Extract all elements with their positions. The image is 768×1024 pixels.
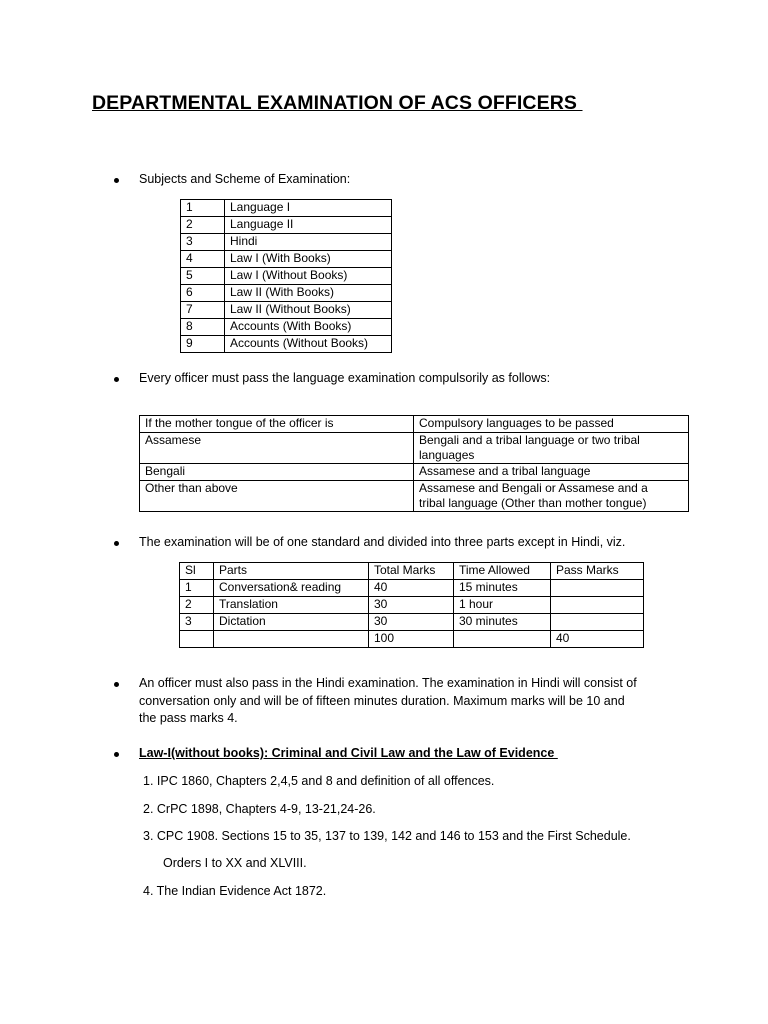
table-cell: 1 hour (454, 597, 551, 614)
subject-number: 5 (181, 268, 225, 285)
table-row (181, 285, 392, 302)
table-cell (551, 614, 644, 631)
languages-cell (414, 433, 689, 464)
subject-number: 9 (181, 336, 225, 353)
table-header-cell: Sl (180, 563, 214, 580)
table-cell: 40 (551, 631, 644, 648)
subject-name: Law I (Without Books) (225, 268, 392, 285)
subject-number: 3 (181, 234, 225, 251)
bullet-icon (114, 377, 119, 382)
table-header-cell: Time Allowed (454, 563, 551, 580)
subjects-table (180, 199, 392, 353)
subject-number: 1 (181, 200, 225, 217)
table-cell: 100 (369, 631, 454, 648)
law-item: 1. IPC 1860, Chapters 2,4,5 and 8 and definition of all offences. (143, 774, 495, 788)
language-intro: Every officer must pass the language examination compulsorily as follows: (139, 371, 551, 385)
subject-number: 2 (181, 217, 225, 234)
table-cell (551, 597, 644, 614)
table-row (181, 319, 392, 336)
subject-number: 4 (181, 251, 225, 268)
table-row (181, 234, 392, 251)
law-heading: Law-I(without books): Criminal and Civil Law and the Law of Evidence (139, 746, 558, 760)
table-row (181, 217, 392, 234)
languages-line: tribal language (Other than mother tongue) (419, 496, 647, 510)
table-header-cell: Pass Marks (551, 563, 644, 580)
law-item: 4. The Indian Evidence Act 1872. (143, 884, 327, 898)
subject-number: 7 (181, 302, 225, 319)
hindi-paragraph (139, 675, 637, 728)
table-header-cell: Total Marks (369, 563, 454, 580)
parts-table (179, 562, 644, 648)
table-header-cell: If the mother tongue of the officer is (140, 416, 414, 433)
mother-tongue-cell: Bengali (140, 464, 414, 481)
languages-line: Bengali and a tribal language or two tribal (419, 433, 640, 447)
mother-tongue-cell: Other than above (140, 481, 414, 512)
languages-line: languages (419, 448, 475, 462)
law-item: 3. CPC 1908. Sections 15 to 35, 137 to 139, 142 and 146 to 153 and the First Schedule. (143, 829, 631, 843)
table-row (180, 580, 644, 597)
table-cell: 30 minutes (454, 614, 551, 631)
subjects-intro: Subjects and Scheme of Examination: (139, 172, 351, 186)
table-row (180, 614, 644, 631)
subject-number: 6 (181, 285, 225, 302)
languages-line: Assamese and a tribal language (419, 464, 591, 478)
page-title: DEPARTMENTAL EXAMINATION OF ACS OFFICERS (92, 92, 583, 114)
subject-name: Language II (225, 217, 392, 234)
table-row (181, 251, 392, 268)
table-header-row (140, 416, 689, 433)
law-item: 2. CrPC 1898, Chapters 4-9, 13-21,24-26. (143, 802, 376, 816)
table-row (181, 302, 392, 319)
languages-line: Assamese and Bengali or Assamese and a (419, 481, 648, 495)
table-cell (180, 631, 214, 648)
table-cell: 15 minutes (454, 580, 551, 597)
subject-name: Law II (Without Books) (225, 302, 392, 319)
table-row (140, 464, 689, 481)
subject-number: 8 (181, 319, 225, 336)
table-row (180, 631, 644, 648)
table-header-cell: Compulsory languages to be passed (414, 416, 689, 433)
table-row (181, 336, 392, 353)
subject-name: Language I (225, 200, 392, 217)
law-item: Orders I to XX and XLVIII. (163, 856, 307, 870)
table-row (180, 597, 644, 614)
table-row (181, 200, 392, 217)
table-row (140, 481, 689, 512)
table-cell: 30 (369, 614, 454, 631)
subject-name: Law II (With Books) (225, 285, 392, 302)
mother-tongue-cell: Assamese (140, 433, 414, 464)
table-cell: Dictation (214, 614, 369, 631)
table-cell: 2 (180, 597, 214, 614)
table-header-row (180, 563, 644, 580)
bullet-icon (114, 178, 119, 183)
subject-name: Accounts (With Books) (225, 319, 392, 336)
table-cell (551, 580, 644, 597)
bullet-icon (114, 752, 119, 757)
table-cell: 40 (369, 580, 454, 597)
subject-name: Accounts (Without Books) (225, 336, 392, 353)
table-row (181, 268, 392, 285)
hindi-line: the pass marks 4. (139, 711, 238, 725)
table-row (140, 433, 689, 464)
languages-cell (414, 464, 689, 481)
table-header-cell: Parts (214, 563, 369, 580)
languages-cell (414, 481, 689, 512)
table-cell: 3 (180, 614, 214, 631)
subject-name: Law I (With Books) (225, 251, 392, 268)
table-cell: 1 (180, 580, 214, 597)
hindi-line: conversation only and will be of fifteen minutes duration. Maximum marks will be 10 and (139, 693, 625, 708)
bullet-icon (114, 541, 119, 546)
language-table (139, 415, 689, 512)
hindi-line: An officer must also pass in the Hindi examination. The examination in Hindi will consist of (139, 676, 637, 690)
table-cell (454, 631, 551, 648)
subject-name: Hindi (225, 234, 392, 251)
parts-intro: The examination will be of one standard and divided into three parts except in Hindi, viz. (139, 535, 626, 549)
table-cell: Translation (214, 597, 369, 614)
table-cell: Conversation& reading (214, 580, 369, 597)
table-cell (214, 631, 369, 648)
bullet-icon (114, 682, 119, 687)
table-cell: 30 (369, 597, 454, 614)
